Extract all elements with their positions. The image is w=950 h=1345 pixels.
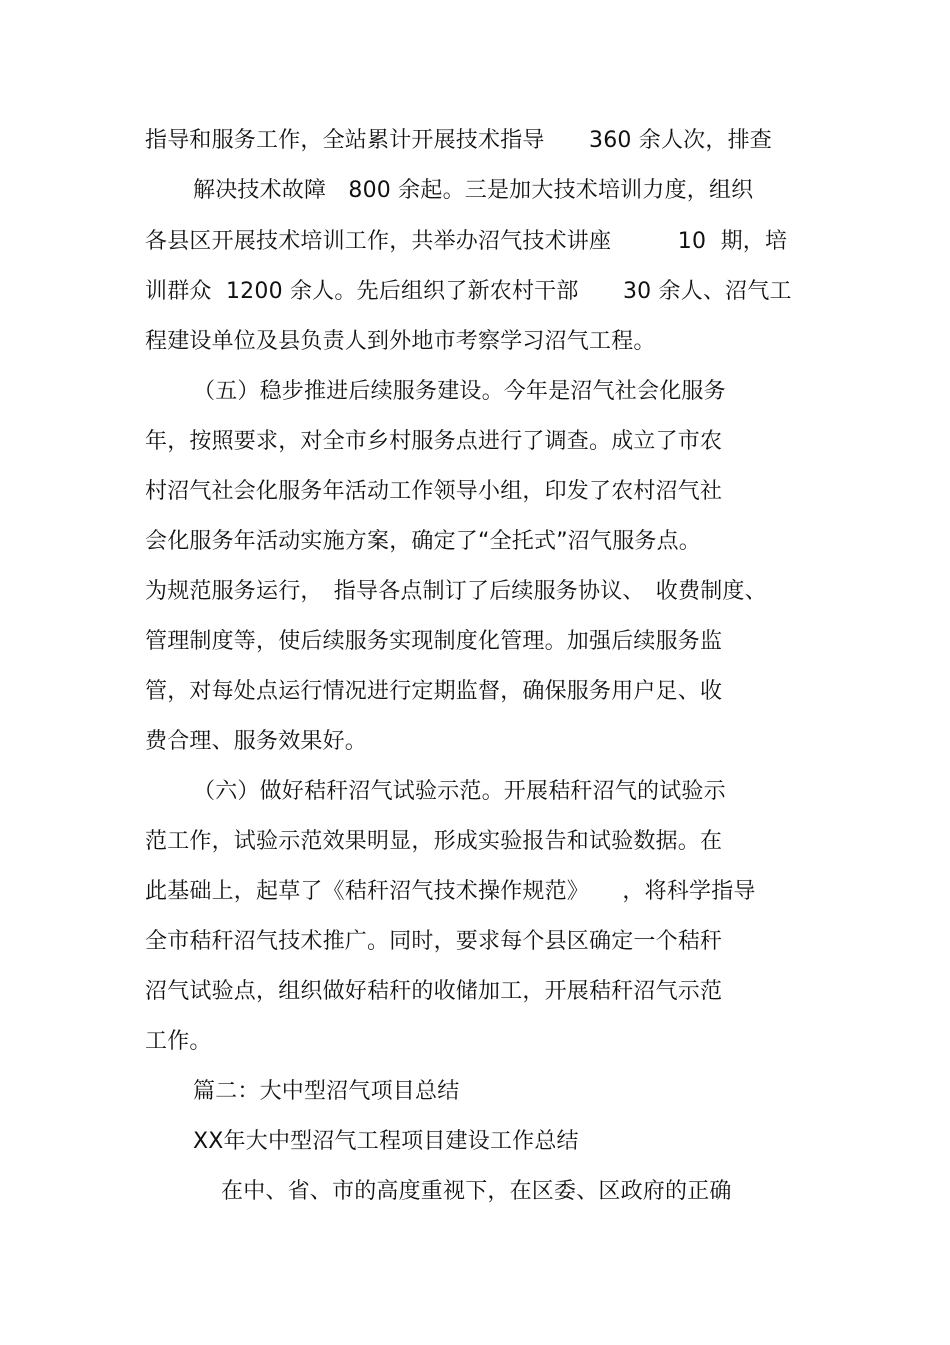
text-line: 此基础上，起草了《秸秆沼气技术操作规范》 ，将科学指导	[145, 879, 756, 904]
text-line: 范工作，试验示范效果明显，形成实验报告和试验数据。在	[145, 829, 723, 854]
text-line: 解决技术故障 800 余起。三是加大技术培训力度，组织	[193, 178, 754, 203]
text-line: 为规范服务运行， 指导各点制订了后续服务协议、 收费制度、	[145, 579, 767, 604]
text-line: 管，对每处点运行情况进行定期监督，确保服务用户足、收	[145, 679, 723, 704]
text-line: 管理制度等，使后续服务实现制度化管理。加强后续服务监	[145, 629, 723, 654]
text-line: 在中、省、市的高度重视下，在区委、区政府的正确	[221, 1179, 732, 1204]
text-line: 村沼气社会化服务年活动工作领导小组，印发了农村沼气社	[145, 479, 723, 504]
text-line: 年，按照要求，对全市乡村服务点进行了调查。成立了市农	[145, 429, 723, 454]
text-line: 工作。	[145, 1029, 212, 1054]
paragraph-heading: （五）稳步推进后续服务建设。今年是沼气社会化服务	[193, 379, 726, 404]
paragraph-heading: （六）做好秸秆沼气试验示范。开展秸秆沼气的试验示	[193, 779, 726, 804]
text-line: 沼气试验点，组织做好秸秆的收储加工，开展秸秆沼气示范	[145, 979, 723, 1004]
section-subtitle: XX年大中型沼气工程项目建设工作总结	[193, 1129, 579, 1154]
text-line: 费合理、服务效果好。	[145, 729, 368, 754]
section-title: 篇二：大中型沼气项目总结	[193, 1079, 460, 1104]
text-line: 会化服务年活动实施方案，确定了“全托式”沼气服务点。	[145, 529, 701, 554]
text-line: 全市秸秆沼气技术推广。同时，要求每个县区确定一个秸秆	[145, 929, 723, 954]
text-line: 训群众 1200 余人。先后组织了新农村干部 30 余人、沼气工	[145, 279, 792, 304]
text-line: 指导和服务工作，全站累计开展技术指导 360 余人次，排查	[145, 128, 772, 153]
text-line: 程建设单位及县负责人到外地市考察学习沼气工程。	[145, 329, 656, 354]
text-line: 各县区开展技术培训工作，共举办沼气技术讲座 10 期，培	[145, 229, 788, 254]
